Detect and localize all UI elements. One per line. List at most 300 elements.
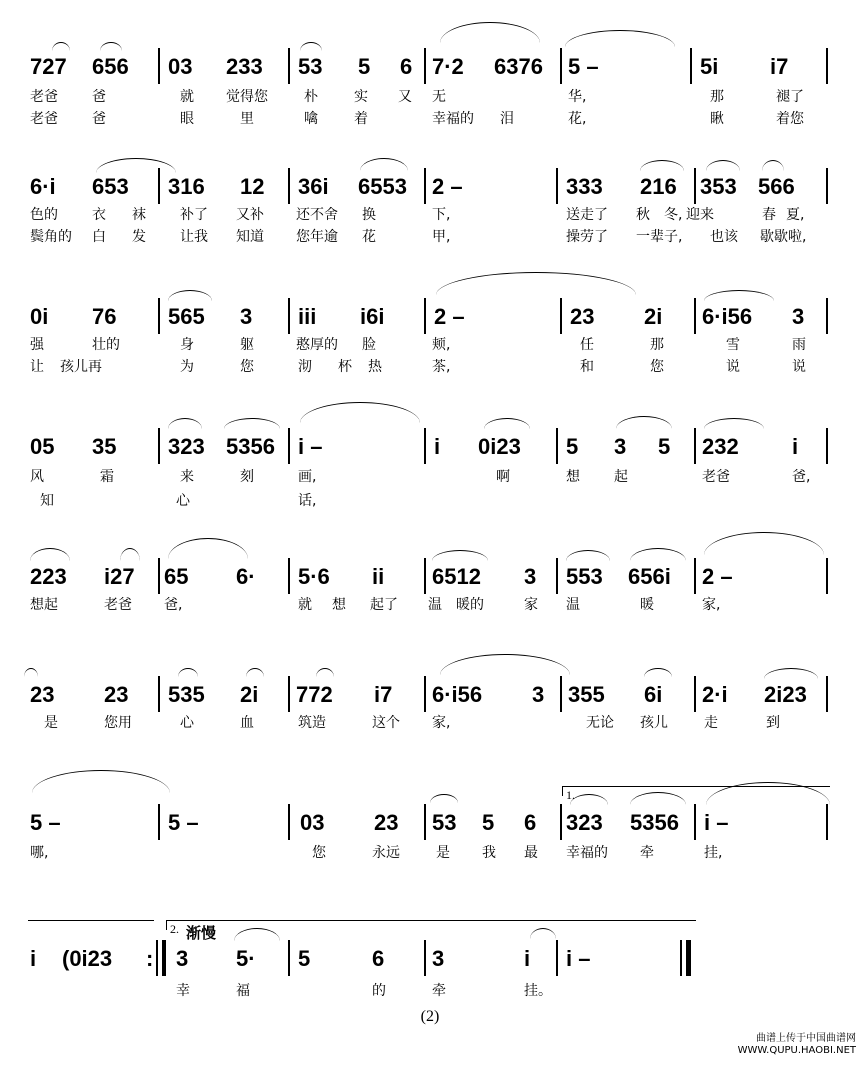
barline xyxy=(694,298,696,334)
note-group: i7 xyxy=(770,54,789,79)
slur xyxy=(644,668,672,677)
note-group: 6·i xyxy=(30,174,56,199)
lyric: 噙 xyxy=(304,111,318,127)
barline xyxy=(556,428,558,464)
lyric: 一辈子, xyxy=(636,229,683,245)
lyric: 说 xyxy=(726,359,740,375)
lyric: 躯 xyxy=(240,337,254,353)
lyric: 画, xyxy=(298,469,317,485)
slur xyxy=(100,42,122,51)
lyric: 下, xyxy=(432,207,451,223)
lyric: 幸福的 xyxy=(432,111,474,127)
slur xyxy=(168,418,202,429)
note-group: 6553 xyxy=(358,174,407,199)
note-group: i xyxy=(30,946,37,971)
lyric: 送走了 xyxy=(566,207,608,223)
lyric: 着您 xyxy=(776,111,804,127)
note-group: i xyxy=(792,434,799,459)
note-group: i27 xyxy=(104,564,135,589)
note-group: 535 xyxy=(168,682,205,707)
lyric: 就 xyxy=(180,89,194,105)
lyric: 您用 xyxy=(104,715,132,731)
lyric: 瞅 xyxy=(710,111,724,127)
lyric: 和 xyxy=(580,359,594,375)
lyric: 挂。 xyxy=(524,983,552,999)
lyric: 牵 xyxy=(640,845,654,861)
lyric: 补了 xyxy=(180,207,208,223)
lyric: 还不舍 xyxy=(296,207,338,223)
note-group: 0i xyxy=(30,304,49,329)
barline xyxy=(826,168,828,204)
lyric: 热 xyxy=(368,359,382,375)
barline xyxy=(158,298,160,334)
lyric: 爸 xyxy=(92,111,106,127)
note-group: 12 xyxy=(240,174,265,199)
barline xyxy=(694,676,696,712)
lyric: 任 xyxy=(580,337,594,353)
final-barline-thick xyxy=(686,940,691,976)
lyric: 筑造 xyxy=(298,715,326,731)
note-group: 6· xyxy=(236,564,256,589)
slur xyxy=(432,550,488,561)
volta-label-1: 1. xyxy=(566,788,575,802)
slur xyxy=(52,42,70,51)
barline xyxy=(826,804,828,840)
note-group: 53 xyxy=(298,54,323,79)
lyric: 夏, xyxy=(786,207,805,223)
slur xyxy=(246,668,264,677)
lyric: 爸, xyxy=(792,469,811,485)
note-group: 6 xyxy=(524,810,537,835)
barline xyxy=(826,676,828,712)
lyric: 幸福的 xyxy=(566,845,608,861)
note-group: 232 xyxy=(702,434,739,459)
note-group: 05 xyxy=(30,434,55,459)
note-group: 216 xyxy=(640,174,677,199)
lyric: 啊 xyxy=(496,469,510,485)
barline xyxy=(826,428,828,464)
note-group: i – xyxy=(566,946,591,971)
note-group: 323 xyxy=(168,434,205,459)
lyric: 爸, xyxy=(164,597,183,613)
note-group: 5356 xyxy=(630,810,679,835)
lyric: 歇歇啦, xyxy=(760,229,807,245)
volta-label-2: 2. xyxy=(170,922,179,936)
lyric: 朴 xyxy=(304,89,318,105)
lyric: 换 xyxy=(362,207,376,223)
lyric: 孩儿再 xyxy=(60,359,102,375)
lyric: 孩儿 xyxy=(640,715,668,731)
lyric: 幸 xyxy=(176,983,190,999)
slur xyxy=(440,22,540,43)
lyric: 家 xyxy=(524,597,538,613)
note-group: (0i23 xyxy=(62,946,113,971)
lyric: 雨 xyxy=(792,337,806,353)
lyric: 牵 xyxy=(432,983,446,999)
lyric: 里 xyxy=(240,111,254,127)
lyric: 为 xyxy=(180,359,194,375)
lyric: 茶, xyxy=(432,359,451,375)
note-group: 656i xyxy=(628,564,671,589)
note-group: 3 xyxy=(176,946,189,971)
note-group: 6i xyxy=(644,682,663,707)
barline xyxy=(694,168,696,204)
note-group: 2 – xyxy=(434,304,465,329)
slur xyxy=(430,794,458,803)
volta-bracket-2 xyxy=(166,920,696,921)
lyric: 知 xyxy=(40,493,54,509)
slur xyxy=(566,550,610,561)
lyric: 挂, xyxy=(704,845,723,861)
watermark-line-2: WWW.QUPU.HAOBI.NET xyxy=(737,1045,856,1056)
lyric: 起 xyxy=(614,469,628,485)
note-group: 5356 xyxy=(226,434,275,459)
note-group: 5 – xyxy=(168,810,199,835)
slur xyxy=(224,418,280,429)
lyric: 话, xyxy=(298,493,317,509)
note-group: 6376 xyxy=(494,54,543,79)
barline xyxy=(162,940,166,976)
lyric: 又 xyxy=(398,89,412,105)
note-group: 53 xyxy=(432,810,457,835)
note-group: 23 xyxy=(104,682,129,707)
barline xyxy=(424,558,426,594)
lyric: 憨厚的 xyxy=(296,337,338,353)
note-group: 76 xyxy=(92,304,117,329)
lyric: 老爸 xyxy=(702,469,730,485)
barline xyxy=(556,940,558,976)
tempo-mark-rit: 渐慢 xyxy=(186,924,217,942)
barline xyxy=(694,804,696,840)
slur xyxy=(704,290,774,301)
lyric: 是 xyxy=(44,715,58,731)
lyric: 无论 xyxy=(586,715,614,731)
lyric: 家, xyxy=(432,715,451,731)
note-group: 566 xyxy=(758,174,795,199)
note-group: 5 xyxy=(358,54,371,79)
lyric: 刻 xyxy=(240,469,254,485)
slur xyxy=(168,290,212,301)
lyric: 颊, xyxy=(432,337,451,353)
slur xyxy=(764,668,818,679)
lyric: 也该 xyxy=(710,229,738,245)
note-group: 03 xyxy=(168,54,193,79)
note-group: 0i23 xyxy=(478,434,521,459)
lyric: 血 xyxy=(240,715,254,731)
lyric: 知道 xyxy=(236,229,264,245)
lyric: 老爸 xyxy=(30,89,58,105)
lyric: 哪, xyxy=(30,845,49,861)
slur xyxy=(234,928,280,941)
barline xyxy=(424,298,426,334)
lyric: 操劳了 xyxy=(566,229,608,245)
lyric: 眼 xyxy=(180,111,194,127)
repeat-sign: : xyxy=(146,946,154,971)
note-group: 7·2 xyxy=(432,54,464,79)
lyric: 就 xyxy=(298,597,312,613)
note-group: 5 – xyxy=(30,810,61,835)
barline xyxy=(158,428,160,464)
note-group: iii xyxy=(298,304,317,329)
lyric: 雪 xyxy=(726,337,740,353)
note-group: 233 xyxy=(226,54,263,79)
barline xyxy=(560,298,562,334)
lyric: 发 xyxy=(132,229,146,245)
volta-bracket-1 xyxy=(562,786,830,787)
lyric: 走 xyxy=(704,715,718,731)
barline xyxy=(158,804,160,840)
lyric: 强 xyxy=(30,337,44,353)
slur xyxy=(565,30,675,47)
note-group: i xyxy=(434,434,441,459)
lyric: 的 xyxy=(372,983,386,999)
barline xyxy=(424,940,426,976)
note-group: 653 xyxy=(92,174,129,199)
note-group: i – xyxy=(298,434,323,459)
lyric: 让 xyxy=(30,359,44,375)
barline xyxy=(288,298,290,334)
barline xyxy=(288,940,290,976)
note-group: 333 xyxy=(566,174,603,199)
slur xyxy=(178,668,198,677)
note-group: i7 xyxy=(374,682,393,707)
lyric: 起了 xyxy=(370,597,398,613)
note-group: 5 xyxy=(298,946,311,971)
note-group: 03 xyxy=(300,810,325,835)
lyric: 迎来 xyxy=(686,207,714,223)
barline xyxy=(424,428,426,464)
barline xyxy=(158,558,160,594)
note-group: 3 xyxy=(524,564,537,589)
barline xyxy=(560,804,562,840)
lyric: 沏 xyxy=(298,359,312,375)
note-group: 3 xyxy=(532,682,545,707)
slur xyxy=(704,418,764,429)
note-group: 3 xyxy=(240,304,253,329)
note-group: 565 xyxy=(168,304,205,329)
lyric: 最 xyxy=(524,845,538,861)
barline xyxy=(288,168,290,204)
slur xyxy=(24,668,38,677)
note-group: 355 xyxy=(568,682,605,707)
note-group: 2 – xyxy=(702,564,733,589)
lyric: 我 xyxy=(482,845,496,861)
final-barline-thin xyxy=(680,940,682,976)
note-group: 5i xyxy=(700,54,719,79)
note-group: 5 – xyxy=(568,54,599,79)
system-8 xyxy=(0,922,860,1066)
barline xyxy=(826,48,828,84)
lyric: 冬, xyxy=(664,207,683,223)
lyric: 心 xyxy=(180,715,194,731)
lyric: 霜 xyxy=(100,469,114,485)
lyric: 家, xyxy=(702,597,721,613)
slur xyxy=(640,160,684,171)
note-group: 772 xyxy=(296,682,333,707)
lyric: 永远 xyxy=(372,845,400,861)
note-group: 2 – xyxy=(432,174,463,199)
note-group: 23 xyxy=(374,810,399,835)
lyric: 华, xyxy=(568,89,587,105)
note-group: i xyxy=(524,946,531,971)
lyric: 衣 xyxy=(92,207,106,223)
barline xyxy=(560,676,562,712)
note-group: 36i xyxy=(298,174,329,199)
barline xyxy=(158,48,160,84)
note-group: 5 xyxy=(482,810,495,835)
note-group: 323 xyxy=(566,810,603,835)
lyric: 花 xyxy=(362,229,376,245)
lyric: 那 xyxy=(650,337,664,353)
note-group: 6512 xyxy=(432,564,481,589)
lyric: 想起 xyxy=(30,597,58,613)
barline xyxy=(556,168,558,204)
barline xyxy=(424,168,426,204)
barline xyxy=(156,940,158,976)
volta-hook xyxy=(166,920,167,930)
lyric: 无 xyxy=(432,89,446,105)
lyric: 到 xyxy=(766,715,780,731)
note-group: 727 xyxy=(30,54,67,79)
watermark-line-1: 曲谱上传于中国曲谱网 xyxy=(756,1033,856,1044)
note-group: 2i23 xyxy=(764,682,807,707)
note-group: 553 xyxy=(566,564,603,589)
lyric: 褪了 xyxy=(776,89,804,105)
note-group: 5· xyxy=(236,946,256,971)
lyric: 甲, xyxy=(432,229,451,245)
note-group: 656 xyxy=(92,54,129,79)
note-group: 5·6 xyxy=(298,564,330,589)
barline xyxy=(690,48,692,84)
note-group: 6 xyxy=(372,946,385,971)
barline xyxy=(826,558,828,594)
system-3 xyxy=(0,292,860,432)
note-group: 23 xyxy=(570,304,595,329)
note-group: 223 xyxy=(30,564,67,589)
lyric: 温 xyxy=(566,597,580,613)
note-group: ii xyxy=(372,564,385,589)
note-group: 3 xyxy=(792,304,805,329)
lyric: 心 xyxy=(176,493,190,509)
lyric: 身 xyxy=(180,337,194,353)
barline xyxy=(424,48,426,84)
slur xyxy=(530,928,556,939)
barline xyxy=(694,558,696,594)
slur xyxy=(300,42,322,51)
lyric: 又补 xyxy=(236,207,264,223)
lyric: 花, xyxy=(568,111,587,127)
page-number: (2) xyxy=(420,1008,440,1025)
slur xyxy=(316,668,334,677)
note-group: 35 xyxy=(92,434,117,459)
lyric: 着 xyxy=(354,111,368,127)
note-group: 2·i xyxy=(702,682,728,707)
lyric: 白 xyxy=(92,229,106,245)
lyric: 杯 xyxy=(338,359,352,375)
lyric: 想 xyxy=(332,597,346,613)
barline xyxy=(556,558,558,594)
barline xyxy=(288,558,290,594)
lyric: 暖 xyxy=(640,597,654,613)
note-group: 5 xyxy=(658,434,671,459)
note-group: 65 xyxy=(164,564,189,589)
note-group: 2i xyxy=(644,304,663,329)
lyric: 泪 xyxy=(500,111,514,127)
lyric: 实 xyxy=(354,89,368,105)
lyric: 想 xyxy=(566,469,580,485)
lyric: 色的 xyxy=(30,207,58,223)
lyric: 来 xyxy=(180,469,194,485)
barline xyxy=(288,804,290,840)
slur xyxy=(706,160,740,171)
note-group: 6 xyxy=(400,54,413,79)
lyric: 福 xyxy=(236,983,250,999)
barline xyxy=(424,804,426,840)
lyric: 鬓角的 xyxy=(30,229,72,245)
barline xyxy=(424,676,426,712)
note-group: 353 xyxy=(700,174,737,199)
lyric: 暖的 xyxy=(456,597,484,613)
note-group: i – xyxy=(704,810,729,835)
lyric: 是 xyxy=(436,845,450,861)
lyric: 温 xyxy=(428,597,442,613)
barline xyxy=(158,168,160,204)
barline xyxy=(158,676,160,712)
lyric: 袜 xyxy=(132,207,146,223)
note-group: 6·i56 xyxy=(702,304,753,329)
slur xyxy=(570,794,608,805)
lyric: 您年逾 xyxy=(296,229,338,245)
note-group: i6i xyxy=(360,304,385,329)
lyric: 老爸 xyxy=(30,111,58,127)
slur xyxy=(484,418,530,429)
lyric: 春 xyxy=(762,207,776,223)
lyric: 脸 xyxy=(362,337,376,353)
lyric: 老爸 xyxy=(104,597,132,613)
volta-hook xyxy=(562,786,563,796)
barline xyxy=(560,48,562,84)
lyric: 说 xyxy=(792,359,806,375)
lyric: 这个 xyxy=(372,715,400,731)
barline xyxy=(826,298,828,334)
lyric: 风 xyxy=(30,469,44,485)
note-group: 316 xyxy=(168,174,205,199)
slur xyxy=(762,160,784,171)
lyric: 壮的 xyxy=(92,337,120,353)
lyric: 爸 xyxy=(92,89,106,105)
lyric: 让我 xyxy=(180,229,208,245)
barline xyxy=(694,428,696,464)
note-group: 23 xyxy=(30,682,55,707)
lyric: 秋 xyxy=(636,207,650,223)
note-group: 3 xyxy=(432,946,445,971)
lyric: 您 xyxy=(240,359,254,375)
barline xyxy=(288,676,290,712)
watermark xyxy=(738,1033,856,1057)
system-7 xyxy=(0,788,860,936)
barline xyxy=(288,48,290,84)
note-group: 6·i56 xyxy=(432,682,483,707)
lyric: 觉得您 xyxy=(226,89,268,105)
note-group: 5 xyxy=(566,434,579,459)
volta-bracket-continuation xyxy=(28,920,154,921)
note-group: 3 xyxy=(614,434,627,459)
note-group: 2i xyxy=(240,682,259,707)
lyric: 您 xyxy=(312,845,326,861)
barline xyxy=(288,428,290,464)
lyric: 那 xyxy=(710,89,724,105)
lyric: 您 xyxy=(650,359,664,375)
